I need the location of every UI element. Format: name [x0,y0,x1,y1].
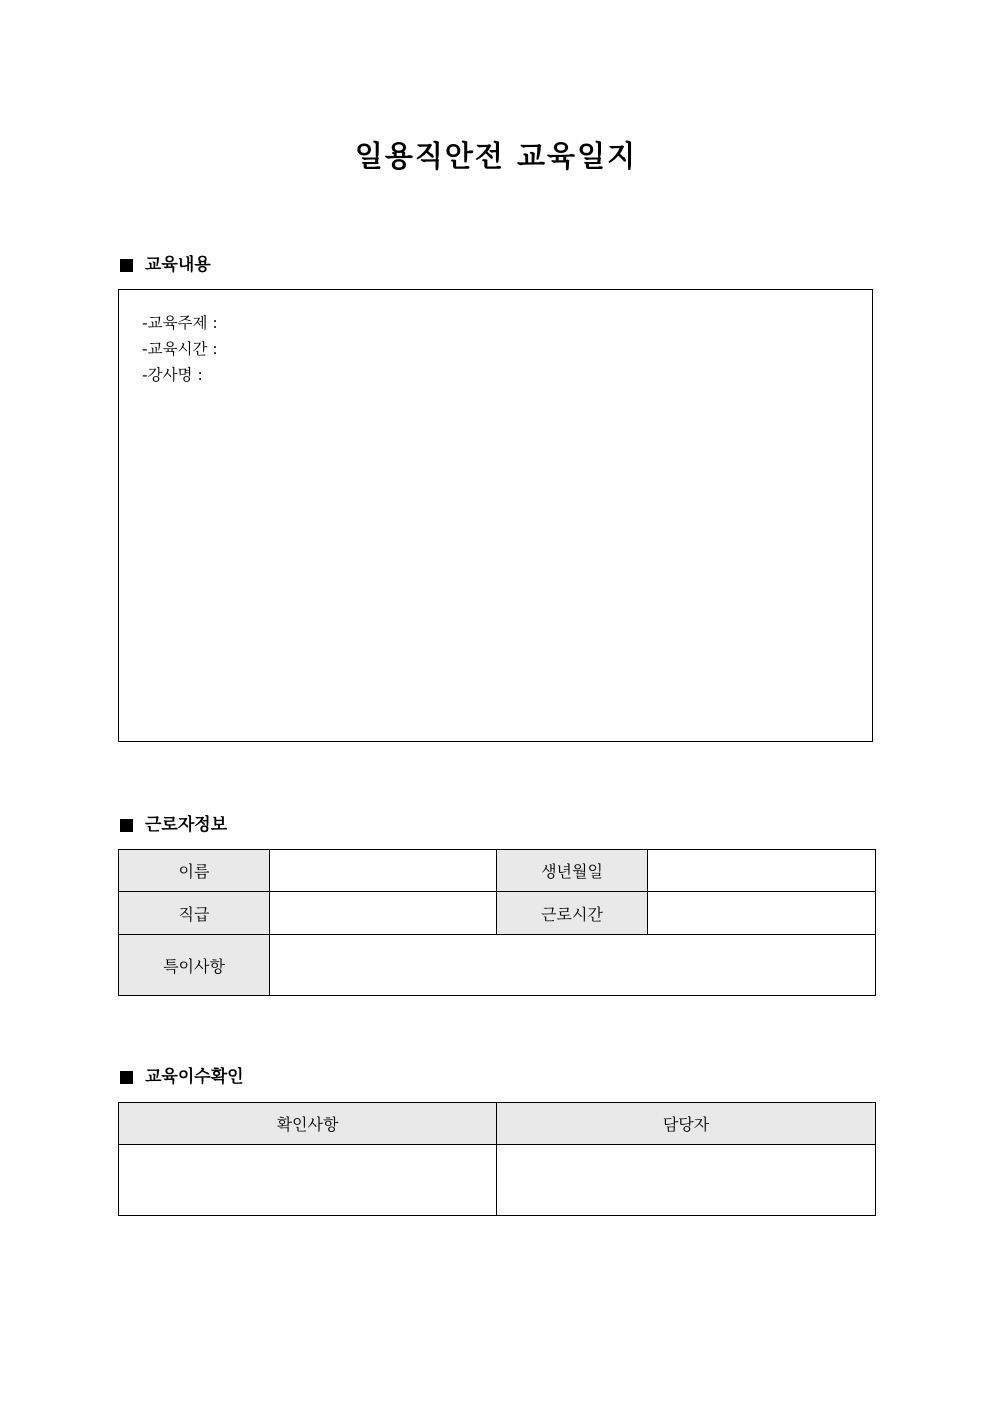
worker-info-heading [120,814,227,836]
completion-check-heading-label: 교육이수확인 [145,1067,244,1087]
confirmation-items-field[interactable] [119,1145,497,1216]
position-label: 직급 [119,892,270,935]
education-time-line: -교육시간 : [142,340,218,358]
table-row [119,850,876,892]
education-topic-line: -교육주제 : [142,314,218,332]
square-bullet-icon [120,819,133,832]
work-hours-label: 근로시간 [497,892,648,935]
table-row [119,935,876,996]
education-content-heading [120,254,211,276]
table-row [119,892,876,935]
remarks-field[interactable] [270,935,876,996]
table-row [119,1145,876,1216]
square-bullet-icon [120,259,133,272]
education-content-heading-label: 교육내용 [145,255,211,275]
person-in-charge-header: 담당자 [497,1103,876,1145]
completion-check-table [118,1102,876,1216]
position-field[interactable] [270,892,497,935]
document-title: 일용직안전 교육일지 [354,139,638,173]
name-field[interactable] [270,850,497,892]
confirmation-items-header: 확인사항 [119,1103,497,1145]
square-bullet-icon [120,1071,133,1084]
instructor-name-line: -강사명 : [142,366,203,384]
table-header-row [119,1103,876,1145]
work-hours-field[interactable] [648,892,876,935]
worker-info-heading-label: 근로자정보 [145,815,228,835]
completion-check-heading [120,1066,244,1088]
birth-date-label: 생년월일 [497,850,648,892]
person-in-charge-field[interactable] [497,1145,876,1216]
remarks-label: 특이사항 [119,935,270,996]
education-content-box[interactable] [118,289,873,742]
name-label: 이름 [119,850,270,892]
worker-info-table [118,849,876,996]
birth-date-field[interactable] [648,850,876,892]
